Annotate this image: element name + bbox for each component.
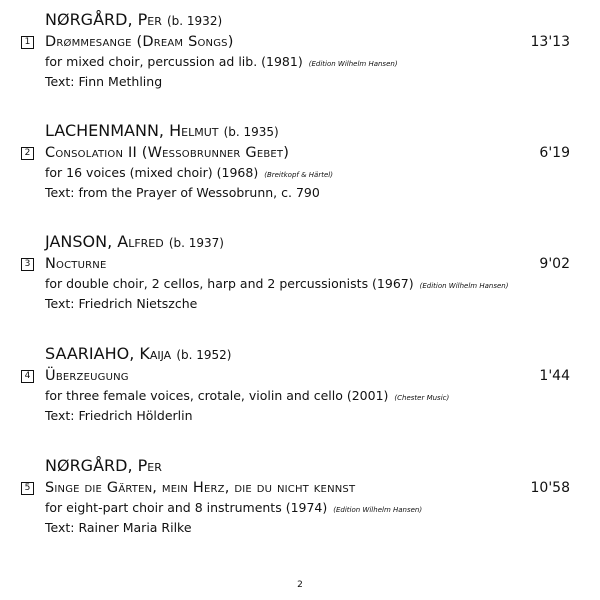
publisher: (Chester Music) [394, 394, 450, 402]
track-title [45, 367, 129, 385]
text-credit: Text: Friedrich Nietszche [45, 296, 198, 311]
composer-name [45, 232, 224, 253]
instrumentation: for 16 voices (mixed choir) (1968) [45, 165, 259, 180]
track-title [45, 255, 106, 273]
composer-name [45, 456, 162, 477]
track-title [45, 144, 289, 162]
composer-name [45, 344, 231, 365]
composer-surname: NØRGÅRD, [45, 10, 133, 29]
track-duration: 1'44 [539, 368, 570, 384]
track-title-main: Überzeugung [45, 368, 129, 384]
track-number: 5 [21, 482, 34, 495]
composer-surname: LACHENMANN, [45, 121, 164, 140]
composer-surname: NØRGÅRD, [45, 456, 133, 475]
track-title-main: Singe die Gärten, mein Herz, die du nicht kennst [45, 480, 356, 496]
track-title [45, 33, 234, 51]
track-number: 4 [21, 370, 34, 383]
track-description [45, 54, 398, 72]
composer-name [45, 10, 222, 31]
composer-years: (b. 1932) [166, 14, 223, 28]
publisher: (Breitkopf & Härtel) [264, 171, 333, 179]
instrumentation: for mixed choir, percussion ad lib. (1981) [45, 54, 303, 69]
composer-firstname: Per [137, 456, 162, 475]
track-title [45, 479, 355, 497]
text-credit: Text: Rainer Maria Rilke [45, 520, 192, 535]
composer-years: (b. 1937) [168, 236, 224, 250]
composer-years: (b. 1935) [223, 125, 279, 139]
composer-surname: JANSON, [45, 232, 113, 251]
page-number: 2 [297, 580, 303, 590]
track-description [45, 276, 508, 294]
text-credit: Text: Finn Methling [45, 74, 163, 89]
track-description [45, 165, 333, 183]
composer-name [45, 121, 279, 142]
track-title-main: Nocturne [45, 256, 107, 272]
composer-firstname: Per [137, 10, 162, 29]
track-title-subtitle: (Dream Songs) [136, 34, 234, 50]
publisher: (Edition Wilhelm Hansen) [333, 506, 423, 514]
composer-firstname: Alfred [117, 232, 164, 251]
publisher: (Edition Wilhelm Hansen) [308, 60, 398, 68]
composer-firstname: Kaija [139, 344, 172, 363]
track-number: 1 [21, 36, 34, 49]
composer-years: (b. 1952) [176, 348, 232, 362]
composer-firstname: Helmut [169, 121, 219, 140]
text-credit: Text: from the Prayer of Wessobrunn, c. 790 [45, 185, 320, 200]
track-duration: 6'19 [539, 145, 570, 161]
track-title-main: Drømmesange [45, 34, 132, 50]
track-number: 2 [21, 147, 34, 160]
track-duration: 13'13 [530, 34, 570, 50]
composer-surname: SAARIAHO, [45, 344, 135, 363]
instrumentation: for three female voices, crotale, violin and cello (2001) [45, 388, 389, 403]
text-credit: Text: Friedrich Hölderlin [45, 408, 193, 423]
instrumentation: for eight-part choir and 8 instruments (1974) [45, 500, 328, 515]
track-title-main: Consolation II [45, 145, 137, 161]
instrumentation: for double choir, 2 cellos, harp and 2 percussionists (1967) [45, 276, 414, 291]
publisher: (Edition Wilhelm Hansen) [419, 282, 509, 290]
track-title-subtitle: (Wessobrunner Gebet) [141, 145, 290, 161]
track-duration: 9'02 [539, 256, 570, 272]
track-duration: 10'58 [530, 480, 570, 496]
track-description [45, 500, 422, 518]
track-number: 3 [21, 258, 34, 271]
track-description [45, 388, 449, 406]
